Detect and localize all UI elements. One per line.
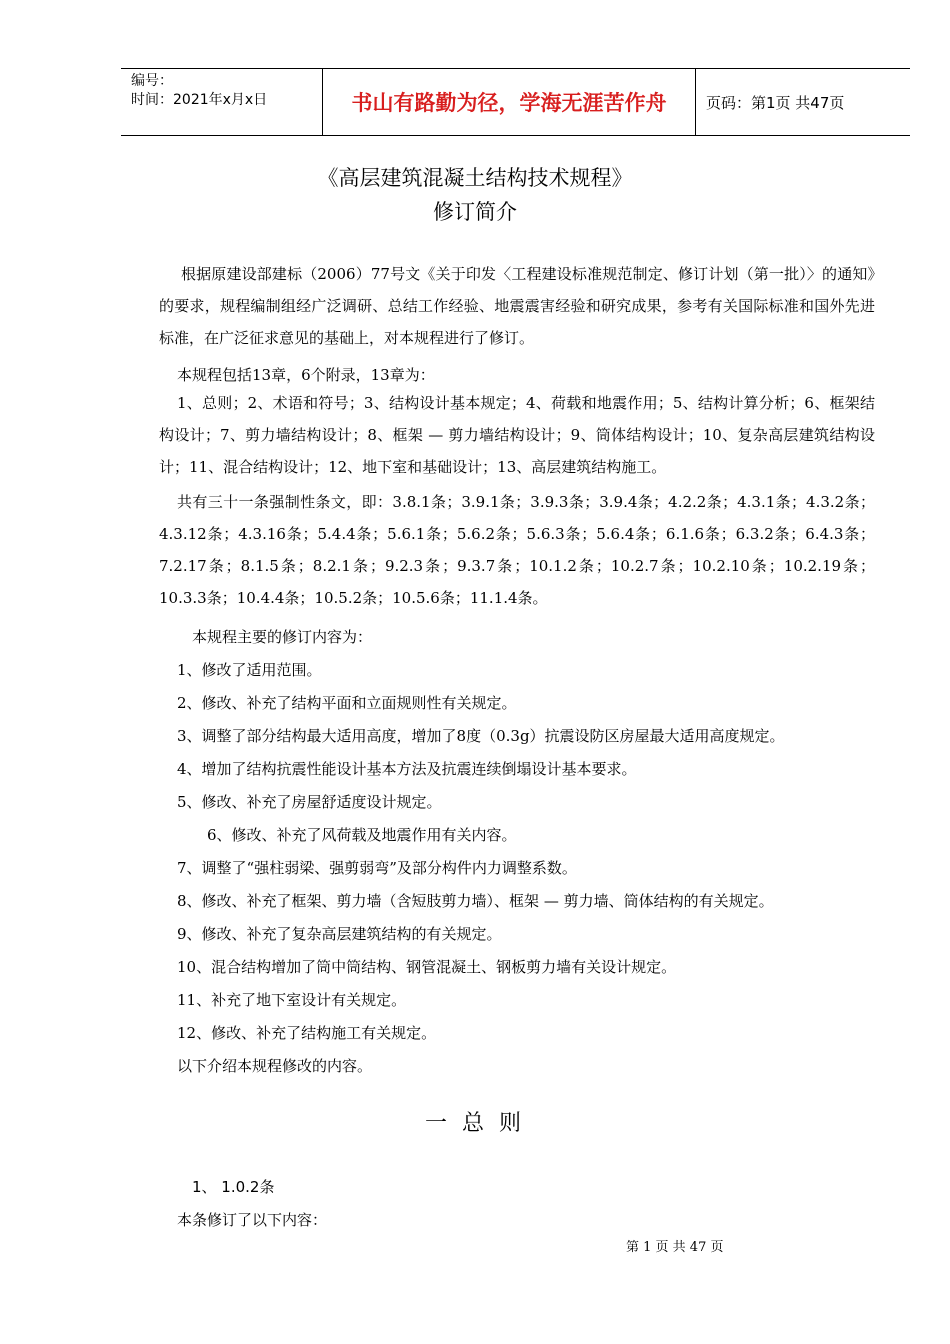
subsection-heading: 1、 1.0.2条	[192, 1178, 275, 1196]
intro-paragraph: 根据原建设部建标（2006）77号文《关于印发〈工程建设标准规范制定、修订计划（第一批）〉的通知》的要求，规程编制组经广泛调研、总结工作经验、地震震害经验和研究成果，参考有关国际标准和国外先进标准，在广泛征求意见的基础上，对本规程进行了修订。	[159, 265, 875, 347]
time-label: 时间：2021年x月x日	[131, 92, 268, 108]
revision-item: 10、混合结构增加了筒中筒结构、钢管混凝土、钢板剪力墙有关设计规定。	[177, 958, 677, 976]
number-label: 编号：	[131, 73, 173, 89]
mandatory-paragraph: 共有三十一条强制性条文，即：3.8.1条；3.9.1条；3.9.3条；3.9.4条；4.2.2条；4.3.1条；4.3.2条；4.3.12条；4.3.16条；5.4.4条；5.6.1条；5.6.2条；5.6.3条；5.6.4条；6.1.6条；6.3.2条；6.4.3条；7.2.17条；8.1.5条；8.2.1条；9.2.3条；9.3.7条；10.1.2条；10.2.7条；10.2.10条；10.2.19条；10.3.3条；10.4.4条；10.5.2条；10.5.6条；11.1.4条。	[159, 493, 875, 607]
document-subtitle: 修订简介	[433, 200, 517, 224]
revision-item: 3、调整了部分结构最大适用高度，增加了8度（0.3g）抗震设防区房屋最大适用高度规定。	[177, 727, 785, 745]
revision-item: 9、修改、补充了复杂高层建筑结构的有关规定。	[177, 925, 502, 943]
revision-item: 6、修改、补充了风荷载及地震作用有关内容。	[207, 826, 517, 844]
header-meta	[121, 69, 322, 135]
subsection-text: 本条修订了以下内容：	[177, 1211, 328, 1229]
revision-item: 1、修改了适用范围。	[177, 661, 322, 679]
document-header	[121, 68, 910, 136]
revisions-intro: 本规程主要的修订内容为：	[192, 628, 373, 646]
structure-line: 本规程包括13章，6个附录，13章为：	[177, 366, 435, 384]
header-page-info: 页码：第1页 共47页	[706, 93, 845, 112]
page-footer: 第 1 页 共 47 页	[626, 1240, 724, 1255]
revision-item: 5、修改、补充了房屋舒适度设计规定。	[177, 793, 442, 811]
revision-item: 11、补充了地下室设计有关规定。	[177, 991, 407, 1009]
revision-item: 4、增加了结构抗震性能设计基本方法及抗震连续倒塌设计基本要求。	[177, 760, 637, 778]
header-motto: 书山有路勤为径，学海无涯苦作舟	[322, 69, 696, 135]
revision-item: 2、修改、补充了结构平面和立面规则性有关规定。	[177, 694, 517, 712]
section-title: 一 总 则	[425, 1111, 525, 1136]
document-title: 《高层建筑混凝土结构技术规程》	[317, 166, 633, 190]
revision-item: 7、调整了“强柱弱梁、强剪弱弯”及部分构件内力调整系数。	[177, 859, 577, 877]
closing-line: 以下介绍本规程修改的内容。	[177, 1057, 373, 1075]
chapters-paragraph: 1、总则；2、术语和符号；3、结构设计基本规定；4、荷载和地震作用；5、结构计算分析；6、框架结构设计；7、剪力墙结构设计；8、框架 — 剪力墙结构设计；9、筒体结构设计；10、复杂高层建筑结构设计；11、混合结构设计；12、地下室和基础设计；13、高层建筑结构施工。	[159, 394, 875, 476]
revision-item: 8、修改、补充了框架、剪力墙（含短肢剪力墙）、框架 — 剪力墙、筒体结构的有关规定。	[177, 892, 774, 910]
revision-item: 12、修改、补充了结构施工有关规定。	[177, 1024, 437, 1042]
